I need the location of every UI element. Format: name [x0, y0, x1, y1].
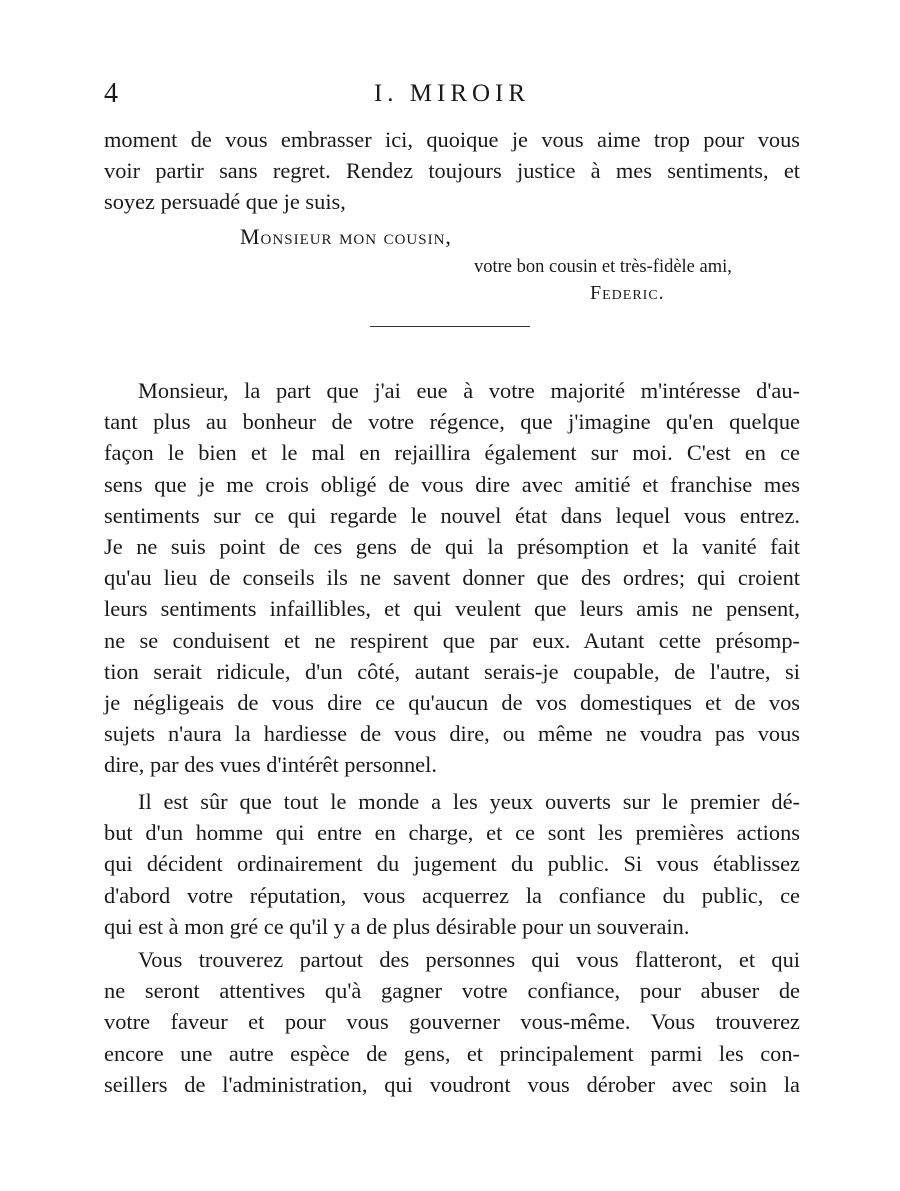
page-number: 4	[104, 78, 118, 109]
paragraph-line: dire, par des vues d'intérêt personnel.	[104, 752, 437, 778]
paragraph-line: Vous trouverez partout des personnes qui vous flatteront, et qui	[138, 947, 800, 972]
paragraph	[104, 944, 800, 1100]
paragraph-line: qui est à mon gré ce qu'il y a de plus désirable pour un souverain.	[104, 913, 690, 939]
paragraph-line: je négligeais de vous dire ce qu'aucun de vos domestiques et de vos	[104, 689, 800, 715]
letter-line: soyez persuadé que je suis,	[104, 189, 346, 215]
paragraph-line: Je ne suis point de ces gens de qui la présomption et la vanité fait	[104, 533, 800, 559]
paragraph-line: leurs sentiments infaillibles, et qui veulent que leurs amis ne pensent,	[104, 596, 800, 622]
letter-line: voir partir sans regret. Rendez toujours justice à mes sentiments, et	[104, 158, 800, 184]
paragraph-line: Monsieur, la part que j'ai eue à votre majorité m'intéresse d'au-	[138, 378, 800, 403]
paragraph	[104, 375, 800, 780]
salutation: Monsieur mon cousin,	[240, 224, 452, 249]
paragraph-line: encore une autre espèce de gens, et principalement parmi les con-	[104, 1040, 800, 1066]
paragraph-line: ne seront attentives qu'à gagner votre confiance, pour abuser de	[104, 978, 800, 1004]
closing-formula: votre bon cousin et très-fidèle ami,	[474, 257, 732, 277]
paragraph-line: qui décident ordinairement du jugement du public. Si vous établissez	[104, 851, 800, 877]
paragraph-line: ne se conduisent et ne respirent que par eux. Autant cette présomp-	[104, 627, 800, 653]
letter-ending	[104, 124, 800, 218]
paragraph-line: sujets n'aura la hardiesse de vous dire, ou même ne voudra pas vous	[104, 721, 800, 747]
paragraph-line: tant plus au bonheur de votre régence, que j'imagine qu'en quelque	[104, 409, 800, 435]
paragraph-line: seillers de l'administration, qui voudront vous dérober avec soin la	[104, 1071, 800, 1097]
paragraph-line: votre faveur et pour vous gouverner vous-même. Vous trouverez	[104, 1009, 800, 1035]
section-divider	[370, 326, 530, 327]
page-header	[104, 78, 800, 118]
paragraph-line: qu'au lieu de conseils ils ne savent donner que des ordres; qui croient	[104, 565, 800, 591]
paragraph-line: but d'un homme qui entre en charge, et ce sont les premières actions	[104, 820, 800, 846]
signature: Federic.	[590, 282, 665, 304]
paragraph-line: sens que je me crois obligé de vous dire avec amitié et franchise mes	[104, 471, 800, 497]
paragraph-line: d'abord votre réputation, vous acquerrez la confiance du public, ce	[104, 882, 800, 908]
paragraph-line: façon le bien et le mal en rejaillira également sur moi. C'est en ce	[104, 440, 800, 466]
paragraph	[104, 786, 800, 942]
paragraph-line: Il est sûr que tout le monde a les yeux ouverts sur le premier dé-	[138, 789, 800, 814]
letter-line: moment de vous embrasser ici, quoique je vous aime trop pour vous	[104, 127, 800, 152]
running-title: I. MIROIR	[373, 80, 531, 107]
paragraph-line: tion serait ridicule, d'un côté, autant serais-je coupable, de l'autre, si	[104, 658, 800, 684]
paragraph-line: sentiments sur ce qui regarde le nouvel état dans lequel vous entrez.	[104, 502, 800, 528]
